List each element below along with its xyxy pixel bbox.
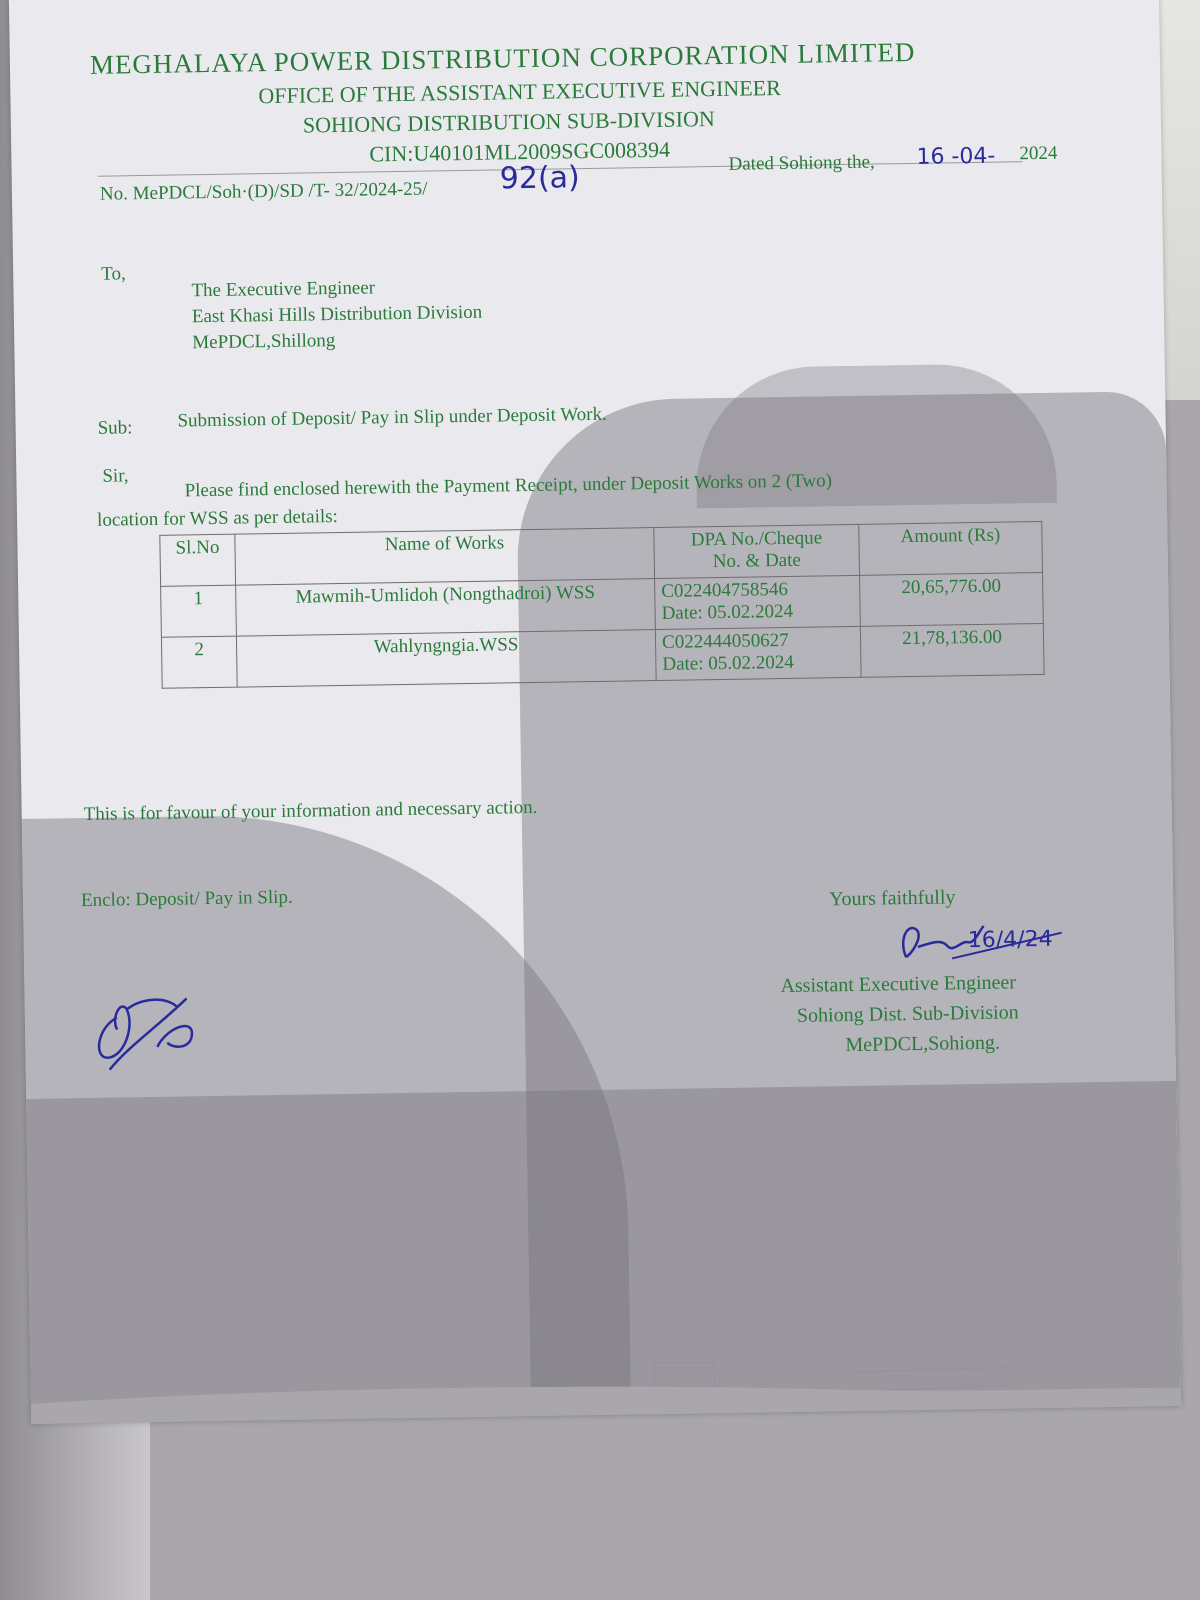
enclosure-line: Enclo: Deposit/ Pay in Slip. — [80, 886, 293, 912]
reference-number: No. MePDCL/Soh·(D)/SD /T- 32/2024-25/ — [99, 178, 428, 205]
header-amount: Amount (Rs) — [859, 521, 1043, 575]
designation-line-1: Assistant Executive Engineer — [780, 971, 1017, 998]
row-dpa-date: Date: 05.02.2024 — [661, 600, 794, 624]
salutation: Sir, — [102, 465, 129, 487]
row-name: Mawmih-Umlidoh (Nongthadroi) WSS — [236, 579, 656, 637]
header-dpa-line-1: DPA No./Cheque — [690, 527, 823, 551]
subject-text: Submission of Deposit/ Pay in Slip under Deposit Work. — [177, 403, 607, 432]
subdivision-name: SOHIONG DISTRIBUTION SUB-DIVISION — [302, 106, 715, 138]
handwritten-date: 16 -04- — [916, 143, 996, 170]
signature-scribble — [891, 915, 1072, 968]
dated-label: Dated Sohiong the, — [728, 151, 875, 175]
subject-label: Sub: — [97, 417, 133, 439]
addressee-line-3: MePDCL,Shillong — [192, 330, 336, 354]
row-amount: 20,65,776.00 — [860, 572, 1044, 626]
designation-line-3: MePDCL,Sohiong. — [845, 1031, 1001, 1057]
paper-edge-curl — [31, 1376, 1181, 1424]
to-label: To, — [101, 263, 126, 285]
row-dpa-number: C022444050627 — [661, 629, 789, 653]
header-name-of-works: Name of Works — [235, 528, 655, 586]
designation-line-2: Sohiong Dist. Sub-Division — [796, 1001, 1019, 1027]
cin-number: CIN:U40101ML2009SGC008394 — [369, 136, 671, 167]
addressee-line-1: The Executive Engineer — [191, 277, 376, 302]
works-table — [159, 521, 1044, 689]
signature-date: 16/4/24 — [967, 926, 1053, 954]
header-dpa — [654, 524, 860, 578]
row-dpa — [655, 575, 861, 629]
row-dpa-number: C022404758546 — [661, 578, 789, 602]
handwritten-reference: 92(a) — [499, 160, 580, 197]
header-dpa-line-2: No. & Date — [712, 549, 802, 573]
date-year: 2024 — [1019, 142, 1058, 165]
addressee-line-2: East Khasi Hills Distribution Division — [191, 301, 483, 328]
row-name: Wahlyngngia.WSS — [236, 630, 656, 688]
closing-text: This is for favour of your information and necessary action. — [83, 796, 538, 826]
row-dpa-date: Date: 05.02.2024 — [662, 651, 794, 675]
row-sl-no: 2 — [161, 636, 237, 688]
row-sl-no: 1 — [161, 585, 237, 637]
letter-page — [9, 0, 1181, 1424]
body-line-1: Please find enclosed herewith the Payment Receipt, under Deposit Works on 2 (Two) — [184, 470, 833, 502]
yours-faithfully: Yours faithfully — [828, 886, 956, 911]
initials-signature — [86, 986, 217, 1078]
row-amount: 21,78,136.00 — [860, 623, 1044, 677]
row-dpa — [655, 626, 861, 680]
office-name: OFFICE OF THE ASSISTANT EXECUTIVE ENGINEER — [258, 75, 781, 109]
body-line-2: location for WSS as per details: — [96, 506, 339, 531]
header-sl-no: Sl.No — [160, 534, 236, 586]
company-name: MEGHALAYA POWER DISTRIBUTION CORPORATION LIMITED — [89, 36, 916, 80]
